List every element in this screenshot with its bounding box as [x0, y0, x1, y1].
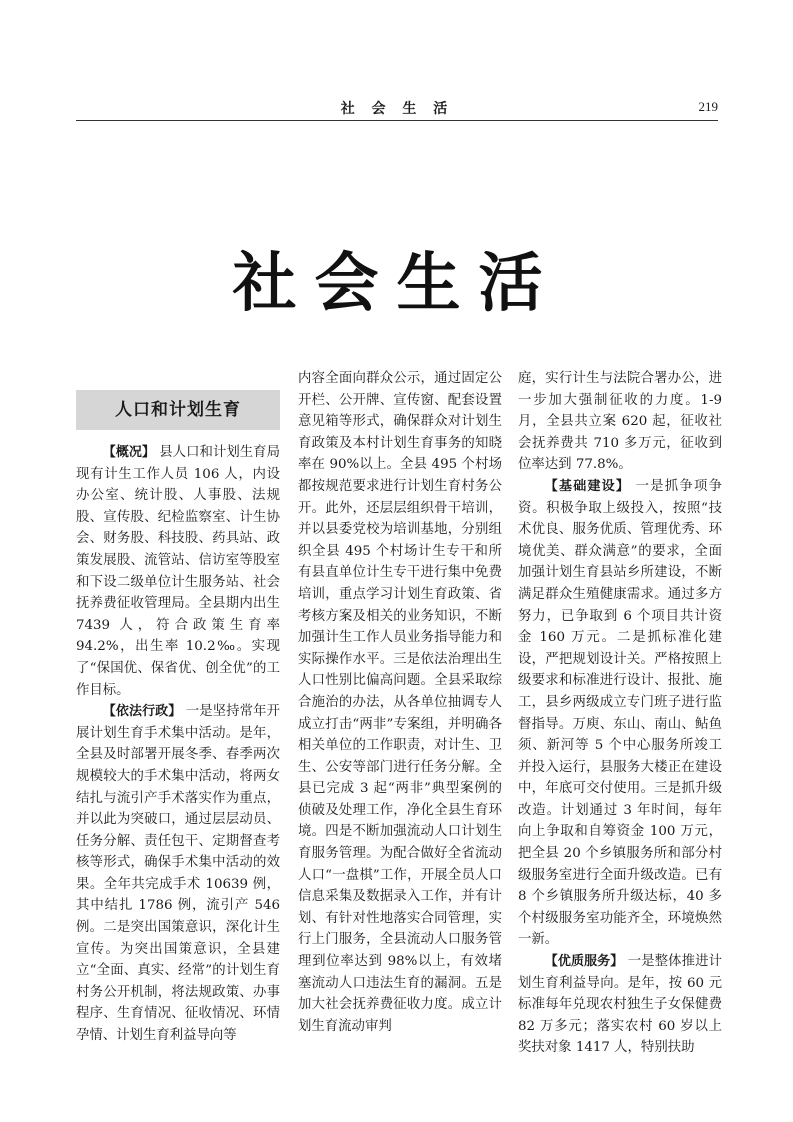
quality-service-text: 一是整体推进计划生育利益导向。是年，按 60 元标准每年兑现农村独生子女保健费 82 万多元；落实农村 60 岁以上奖扶对象 1417 人，特别扶助: [518, 954, 722, 1056]
keyword-overview: 【概况】: [102, 445, 155, 460]
paragraph-overview: [76, 442, 280, 701]
paragraph-infrastructure: [518, 476, 722, 951]
keyword-quality-service: 【优质服务】: [544, 954, 624, 970]
overview-text: 县人口和计划生育局现有计生工作人员 106 人，内设办公室、统计股、人事股、法规股、宣传股、纪检监察室、计生协会、财务股、科技股、药具站、政策发展股、流管站、信访室等股室和下设二级单位计生服务站、社会抚养费征收管理局。全县期内出生 7439 人，符合政策生育率 94.2%，出生率 10.2‰。实现了“保国优、保省优、创全优”的工作目标。: [76, 445, 280, 698]
paragraph-law-admin-cont: [298, 368, 502, 1037]
law-admin-text-part-2: 内容全面向群众公示，通过固定公开栏、公开牌、宣传窗、配套设置意见箱等形式，确保群众对计划生育政策及本村计划生育事务的知晓率在 90%以上。全县 495 个村场都按规范要求进行计划生育村务公开。此外，还层层组织骨干培训，并以县委党校为培训基地，分别组织全县 495 个村场计生专干和所有县直单位计生专干进行集中免费培训，重点学习计划生育政策、省考核方案及相关的业务知识，不断加强计生工作人员业务指导能力和实际操作水平。三是依法治理出生人口性别比偏高问题。全县采取综合施治的办法，从各单位抽调专人成立打击“两非”专案组，并明确各相关单位的工作职责，对计生、卫生、公安等部门进行任务分解。全县已完成 3 起“两非”典型案例的侦破及处理工作，净化全县生育环境。四是不断加强流动人口计划生育服务管理。为配合做好全省流动人口“一盘棋”工作，开展全员人口信息采集及数据录入工作，并有计划、有针对性地落实合同管理，实行上门服务，全县流动人口服务管理到位率达到 98%以上，有效堵塞流动人口违法生育的漏洞。五是加大社会抚养费征收力度。成立计划生育流动审判: [298, 371, 502, 1034]
column-2: [298, 368, 502, 1037]
paragraph-law-admin-cont-2: [518, 368, 722, 476]
law-admin-text-part-3: 庭，实行计生与法院合署办公，进一步加大强制征收的力度。1-9 月，全县共立案 620 起，征收社会抚养费共 710 多万元，征收到位率达到 77.8%。: [518, 371, 722, 473]
column-3: [518, 368, 722, 1059]
infrastructure-text: 一是抓争项争资。积极争取上级投入，按照“技术优良、服务优质、管理优秀、环境优美、群众满意”的要求，全面加强计划生育县站乡所建设，不断满足群众生殖健康需求。通过多方努力，已争取到 6 个项目共计资金 160 万元。二是抓标准化建设，严把规划设计关。严格按照上级要求和标准进行设计、报批、施工，县乡两级成立专门班子进行监督指导。万庾、东山、南山、鲇鱼须、新河等 5 个中心服务所竣工并投入运行，县服务大楼正在建设中，年底可交付使用。三是抓升级改造。计划通过 3 年时间，每年向上争取和自筹资金 100 万元，把全县 20 个乡镇服务所和部分村级服务室进行全面升级改造。已有 8 个乡镇服务所升级达标，40 多个村级服务室功能齐全，环境焕然一新。: [518, 478, 722, 948]
section-heading: 人口和计划生育: [76, 390, 280, 430]
keyword-infrastructure: 【基础建设】: [544, 478, 631, 494]
law-admin-text-part-1: 一是坚持常年开展计划生育手术集中活动。是年，全县及时部署开展冬季、春季两次规模较大的手术集中活动，将两女结扎与流引产手术落实作为重点，并以此为突破口，通过层层动员、任务分解、责任包干、定期督查考核等形式，确保手术集中活动的效果。全年共完成手术 10639 例，其中结扎 1786 例，流引产 546 例。二是突出国策意识，深化计生宣传。为突出国策意识，全县建立“全面、真实、经常”的计划生育村务公开机制，将法规政策、办事程序、生育情况、征收情况、环情孕情、计划生育利益导向等: [76, 704, 280, 1044]
paragraph-law-admin: [76, 701, 280, 1047]
column-1: [76, 390, 280, 1047]
paragraph-quality-service: [518, 951, 722, 1059]
keyword-law-admin: 【依法行政】: [102, 704, 182, 720]
page-number: 219: [698, 99, 718, 114]
running-header: [76, 96, 718, 121]
chapter-title: 社会生活: [232, 246, 561, 321]
running-title: 社 会 生 活: [340, 101, 454, 117]
